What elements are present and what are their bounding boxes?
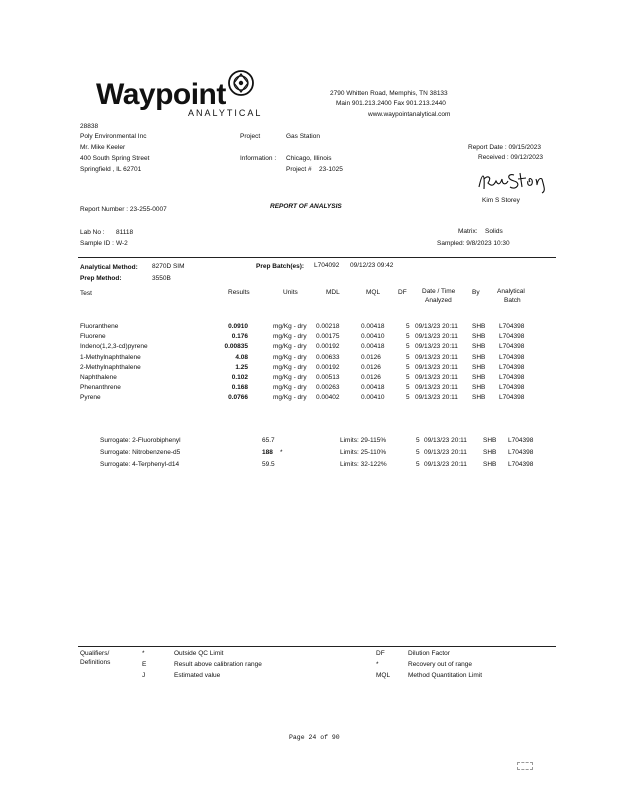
row-result: 0.00835 <box>224 343 248 351</box>
client-street: 400 South Spring Street <box>80 155 150 162</box>
sample-id-label: Sample ID : <box>80 240 114 247</box>
surrogate-df: 5 <box>416 449 420 456</box>
surrogate-flag: * <box>280 449 283 456</box>
row-mdl: 0.00218 <box>316 323 340 330</box>
row-units: mg/Kg - dry <box>273 374 307 381</box>
received-date: Received : 09/12/2023 <box>478 154 544 161</box>
surrogate-result: 59.5 <box>262 461 275 468</box>
row-datetime: 09/13/23 20:11 <box>415 353 458 361</box>
row-mql: 0.0126 <box>361 353 381 361</box>
row-result: 0.168 <box>231 384 248 392</box>
prep-batch-label: Prep Batch(es): <box>256 263 305 270</box>
surrogate-name: Surrogate: 4-Terphenyl-d14 <box>100 461 180 468</box>
row-batch: L704398 <box>499 384 525 392</box>
row-df: 5 <box>406 353 410 361</box>
project-number-label: Project # <box>286 166 312 173</box>
definition-text: Recovery out of range <box>408 661 472 668</box>
project-value: Gas Station <box>286 133 320 140</box>
row-test: Pyrene <box>80 394 101 402</box>
row-mdl: 0.00402 <box>316 394 340 402</box>
row-by: SHB <box>472 394 486 402</box>
col-units: Units <box>283 289 298 296</box>
prep-method-label: Prep Method: <box>80 275 122 282</box>
col-mdl: MDL <box>326 289 340 296</box>
row-test: Phenanthrene <box>80 384 121 392</box>
company-website[interactable]: www.waypointanalytical.com <box>368 111 451 118</box>
row-datetime: 09/13/23 20:11 <box>415 323 458 330</box>
surrogate-datetime: 09/13/23 20:11 <box>424 461 467 468</box>
row-result: 0.0766 <box>228 394 248 402</box>
row-units: mg/Kg - dry <box>273 323 307 330</box>
client-id: 28838 <box>80 123 99 130</box>
report-number: Report Number : 23-255-0007 <box>80 206 167 213</box>
row-units: mg/Kg - dry <box>273 343 307 351</box>
row-mql: 0.00418 <box>361 384 385 392</box>
col-datetime-2: Analyzed <box>425 297 452 304</box>
qualifier-text: Result above calibration range <box>174 661 262 668</box>
surrogate-limits: Limits: 29-115% <box>340 437 387 444</box>
surrogate-df: 5 <box>416 461 420 468</box>
row-batch: L704398 <box>499 363 525 371</box>
row-result: 0.102 <box>231 374 248 381</box>
scan-stamp <box>517 762 533 770</box>
col-datetime-1: Date / Time <box>422 288 456 295</box>
qualifier-symbol: E <box>142 661 147 668</box>
row-datetime: 09/13/23 20:11 <box>415 384 458 392</box>
row-mdl: 0.00192 <box>316 343 340 351</box>
row-mdl: 0.00192 <box>316 363 340 371</box>
row-units: mg/Kg - dry <box>273 333 307 341</box>
project-number-value: 23-1025 <box>319 166 343 173</box>
surrogate-batch: L704398 <box>508 461 534 468</box>
company-logo <box>96 78 263 118</box>
signer-name: Kim S Storey <box>482 197 520 204</box>
row-by: SHB <box>472 333 486 341</box>
matrix-label: Matrix: <box>458 228 478 235</box>
surrogate-name: Surrogate: 2-Fluorobiphenyl <box>100 437 181 444</box>
qualifier-symbol: * <box>142 650 145 657</box>
row-mql: 0.00418 <box>361 343 385 351</box>
client-city: Springfield , IL 62701 <box>80 166 142 173</box>
row-units: mg/Kg - dry <box>273 363 307 371</box>
row-test: Indeno(1,2,3-cd)pyrene <box>80 343 148 351</box>
row-mql: 0.00418 <box>361 323 385 330</box>
prep-batch-value: L704092 <box>314 262 340 269</box>
row-batch: L704398 <box>499 353 525 361</box>
surrogate-name: Surrogate: Nitrobenzene-d5 <box>100 449 181 456</box>
row-mdl: 0.00633 <box>316 353 340 361</box>
lab-no-value: 81118 <box>116 229 134 236</box>
surrogate-by: SHB <box>483 461 497 468</box>
col-by: By <box>472 289 480 296</box>
information-value: Chicago, Illinois <box>286 155 332 162</box>
qualifiers-label-2: Definitions <box>80 659 111 666</box>
definition-symbol: * <box>376 661 379 668</box>
analytical-method-label: Analytical Method: <box>80 264 138 271</box>
logo-subtitle: ANALYTICAL <box>188 108 263 118</box>
row-by: SHB <box>472 343 486 351</box>
col-test: Test <box>80 290 92 297</box>
row-datetime: 09/13/23 20:11 <box>415 394 458 402</box>
row-df: 5 <box>406 394 410 402</box>
row-by: SHB <box>472 384 486 392</box>
sample-id-value: W-2 <box>116 240 128 247</box>
col-batch-1: Analytical <box>497 288 525 295</box>
surrogate-by: SHB <box>483 449 497 456</box>
row-test: Naphthalene <box>80 374 117 381</box>
signature <box>476 165 548 195</box>
surrogate-datetime: 09/13/23 20:11 <box>424 449 467 456</box>
footer-divider <box>78 646 556 647</box>
row-mql: 0.0126 <box>361 374 381 381</box>
surrogate-limits: Limits: 32-122% <box>340 461 387 468</box>
row-result: 0.0910 <box>228 323 248 330</box>
surrogate-result: 188 <box>262 449 273 456</box>
logo-emblem-icon <box>226 68 256 98</box>
sampled-date: Sampled: 9/8/2023 10:30 <box>437 240 510 247</box>
row-test: 2-Methylnaphthalene <box>80 363 141 371</box>
row-datetime: 09/13/23 20:11 <box>415 374 458 381</box>
row-datetime: 09/13/23 20:11 <box>415 343 458 351</box>
surrogate-datetime: 09/13/23 20:11 <box>424 437 467 444</box>
row-batch: L704398 <box>499 394 525 402</box>
row-mql: 0.0126 <box>361 363 381 371</box>
definition-symbol: DF <box>376 650 385 657</box>
row-mql: 0.00410 <box>361 333 385 341</box>
row-units: mg/Kg - dry <box>273 394 307 402</box>
row-batch: L704398 <box>499 374 525 381</box>
row-result: 1.25 <box>235 363 248 371</box>
row-datetime: 09/13/23 20:11 <box>415 363 458 371</box>
row-batch: L704398 <box>499 333 525 341</box>
analytical-method-value: 8270D SIM <box>152 263 185 270</box>
prep-method-value: 3550B <box>152 275 171 282</box>
row-by: SHB <box>472 363 486 371</box>
matrix-value: Solids <box>485 228 503 235</box>
row-mdl: 0.00513 <box>316 374 340 381</box>
row-by: SHB <box>472 353 486 361</box>
col-results: Results <box>228 289 250 296</box>
company-phone-fax: Main 901.213.2400 Fax 901.213.2440 <box>336 100 446 107</box>
row-df: 5 <box>406 384 410 392</box>
row-result: 0.176 <box>231 333 248 341</box>
row-df: 5 <box>406 333 410 341</box>
definition-text: Method Quantitation Limit <box>408 672 483 679</box>
row-test: Fluorene <box>80 333 106 341</box>
row-df: 5 <box>406 323 410 330</box>
row-mql: 0.00410 <box>361 394 385 402</box>
qualifier-text: Estimated value <box>174 672 221 679</box>
surrogate-limits: Limits: 25-110% <box>340 449 387 456</box>
row-result: 4.08 <box>235 353 248 361</box>
company-address: 2790 Whitten Road, Memphis, TN 38133 <box>330 90 448 97</box>
surrogate-batch: L704398 <box>508 437 534 444</box>
row-mdl: 0.00175 <box>316 333 340 341</box>
row-by: SHB <box>472 374 486 381</box>
row-by: SHB <box>472 323 486 330</box>
row-batch: L704398 <box>499 343 525 351</box>
section-divider <box>78 257 556 258</box>
col-batch-2: Batch <box>504 297 521 304</box>
report-date: Report Date : 09/15/2023 <box>468 144 541 151</box>
surrogate-by: SHB <box>483 437 497 444</box>
row-df: 5 <box>406 374 410 381</box>
row-batch: L704398 <box>499 323 525 330</box>
row-units: mg/Kg - dry <box>273 384 307 392</box>
qualifier-text: Outside QC Limit <box>174 650 224 657</box>
lab-no-label: Lab No : <box>80 229 105 236</box>
prep-batch-date: 09/12/23 09:42 <box>350 262 394 269</box>
page-number: Page 24 of 90 <box>289 734 340 741</box>
qualifiers-label-1: Qualifiers/ <box>80 650 110 657</box>
report-title: REPORT OF ANALYSIS <box>270 203 342 210</box>
row-df: 5 <box>406 363 410 371</box>
surrogate-batch: L704398 <box>508 449 534 456</box>
client-contact: Mr. Mike Keeler <box>80 144 126 151</box>
surrogate-result: 65.7 <box>262 437 275 444</box>
row-test: Fluoranthene <box>80 323 119 330</box>
surrogate-df: 5 <box>416 437 420 444</box>
row-test: 1-Methylnaphthalene <box>80 353 141 361</box>
row-units: mg/Kg - dry <box>273 353 307 361</box>
row-mdl: 0.00263 <box>316 384 340 392</box>
information-label: Information : <box>240 155 277 162</box>
row-datetime: 09/13/23 20:11 <box>415 333 458 341</box>
client-name: Poly Environmental Inc <box>80 133 147 140</box>
col-df: DF <box>398 289 407 296</box>
definition-symbol: MQL <box>376 672 391 679</box>
definition-text: Dilution Factor <box>408 650 450 657</box>
project-label: Project <box>240 133 261 140</box>
qualifier-symbol: J <box>142 672 146 679</box>
col-mql: MQL <box>366 289 381 296</box>
row-df: 5 <box>406 343 410 351</box>
logo-wordmark: Waypoint <box>96 78 226 111</box>
